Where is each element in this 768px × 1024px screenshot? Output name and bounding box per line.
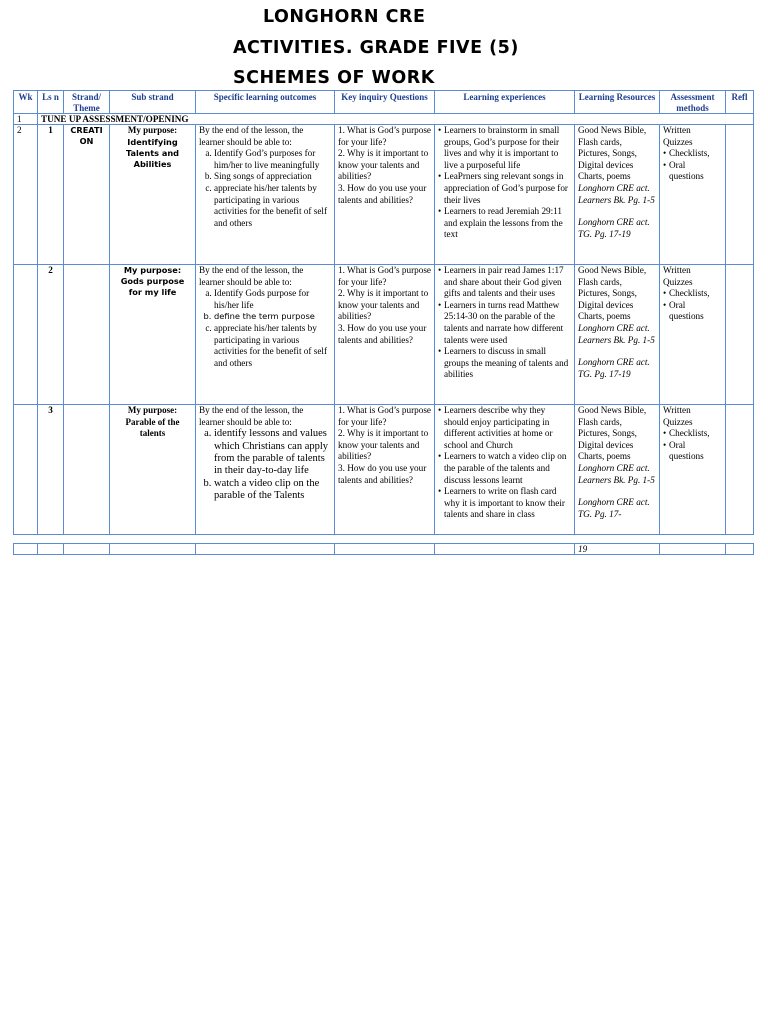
document-subtitle: ACTIVITIES. GRADE FIVE (5) [233, 38, 519, 58]
header-questions: Key inquiry Questions [335, 91, 435, 114]
outcome-item: b. watch a video clip on the parable of the Talents [214, 478, 331, 503]
experience-item: • Learners to read Jeremiah 29:11 and explain the lessons from the text [438, 206, 571, 241]
outcome-item: c. appreciate his/her talents by participating in various activities for the benefit of self and others [214, 323, 331, 369]
row-resources [575, 405, 660, 535]
assessment-item: • Checklists, [663, 428, 722, 440]
row-assessment [660, 405, 726, 535]
question-item: 1. What is God’s purpose for your life? [338, 265, 431, 287]
assessment-item: • Checklists, [663, 288, 722, 300]
row-strand [64, 265, 110, 405]
assessment-item: • Oral questions [663, 300, 722, 323]
question-item: 1. What is God’s purpose for your life? [338, 125, 431, 147]
question-item: 2. Why is it important to know your talents and abilities? [338, 148, 429, 182]
row-questions [335, 125, 435, 265]
overflow-row [14, 544, 754, 555]
outcome-item: c. appreciate his/her talents by participating in various activities for the benefit of self and others [214, 183, 331, 229]
question-item: 1. What is God’s purpose for your life? [338, 405, 431, 427]
experiences-list [438, 125, 571, 241]
outcome-item: a. Identify God’s purposes for him/her to live meaningfully [214, 148, 331, 171]
row-resources [575, 265, 660, 405]
row-lsn: 3 [38, 405, 64, 535]
experience-item: • Learners in turns read Matthew 25:14-30 on the parable of the talents and narrate how different talents were used [438, 300, 571, 346]
experience-item: • Learners to brainstorm in small groups, God’s purpose for their lives and why it is important to live a purposeful life [438, 125, 571, 171]
row-reflection [726, 265, 754, 405]
resources-ref-tg: Longhorn CRE act. TG. Pg. 17-19 [578, 217, 650, 239]
experience-item: • Learners to write on flash card why it is important to know their talents and share in class [438, 486, 571, 521]
row-sub-strand [110, 265, 196, 405]
resources-ref-tg: Longhorn CRE act. TG. Pg. 17- [578, 497, 650, 519]
table-row [14, 125, 754, 265]
question-item: 2. Why is it important to know your talents and abilities? [338, 288, 429, 322]
document-heading: SCHEMES OF WORK [233, 68, 435, 88]
outcomes-intro: By the end of the lesson, the learner should be able to: [199, 405, 304, 427]
question-item: 3. How do you use your talents and abilities? [338, 322, 427, 345]
outcome-item: b. Sing songs of appreciation [214, 171, 331, 183]
row-resources [575, 125, 660, 265]
outcome-item: a. identify lessons and values which Christians can apply from the parable of talents in their day-to-day life [214, 428, 331, 478]
assessment-item: • Checklists, [663, 148, 722, 160]
outcome-item: b. define the term purpose [214, 311, 331, 323]
resources-ref-learners: Longhorn CRE act. Learners Bk. Pg. 1-5 [578, 462, 655, 485]
row-outcomes [196, 265, 335, 405]
row-experiences [435, 125, 575, 265]
row-experiences [435, 405, 575, 535]
table-row [14, 405, 754, 535]
sub-strand-line1: My purpose: [127, 125, 178, 135]
row-wk [14, 265, 38, 405]
sub-strand-line2: Parable of the talents [125, 416, 180, 439]
row-lsn: 2 [38, 265, 64, 405]
resources-text: Good News Bible, Flash cards, Pictures, Songs, Digital devices Charts, poems [578, 405, 647, 462]
resources-ref-learners: Longhorn CRE act. Learners Bk. Pg. 1-5 [578, 322, 655, 345]
outcomes-list [199, 288, 331, 369]
row-wk: 2 [14, 125, 38, 265]
resources-text: Good News Bible, Flash cards, Pictures, Songs, Digital devices Charts, poems [578, 265, 647, 322]
header-resources: Learning Resources [575, 91, 660, 114]
row-outcomes [196, 125, 335, 265]
row-strand [64, 405, 110, 535]
document-title: LONGHORN CRE [263, 7, 426, 27]
question-item: 3. How do you use your talents and abilities? [338, 182, 427, 205]
experience-item: • Learners to watch a video clip on the parable of the talents and discuss lessons learnt [438, 451, 571, 486]
row-assessment [660, 265, 726, 405]
experience-item: • Learners to discuss in small groups the meaning of talents and abilities [438, 346, 571, 381]
resources-text: Good News Bible, Flash cards, Pictures, Songs, Digital devices Charts, poems [578, 125, 647, 182]
row-assessment [660, 125, 726, 265]
question-item: 3. How do you use your talents and abilities? [338, 462, 427, 485]
outcomes-list [199, 148, 331, 229]
outcome-item: a. Identify Gods purpose for his/her life [214, 288, 331, 311]
sub-strand-line1: My purpose: [127, 405, 178, 415]
table-row [14, 265, 754, 405]
experience-item: • Learners in pair read James 1:17 and share about their God given gifts and talents and their uses [438, 265, 571, 300]
experiences-list [438, 265, 571, 381]
row-reflection [726, 125, 754, 265]
experiences-list [438, 405, 571, 521]
row-outcomes [196, 405, 335, 535]
question-item: 2. Why is it important to know your talents and abilities? [338, 428, 429, 462]
opening-text: TUNE UP ASSESSMENT/OPENING [38, 114, 754, 125]
row-sub-strand [110, 125, 196, 265]
row-sub-strand [110, 405, 196, 535]
header-strand: Strand/ Theme [64, 91, 110, 114]
row-wk [14, 405, 38, 535]
header-wk: Wk [14, 91, 38, 114]
outcomes-intro: By the end of the lesson, the learner should be able to: [199, 265, 304, 287]
sub-strand-line2: Identifying Talents and Abilities [125, 136, 180, 169]
schemes-table [13, 90, 754, 535]
assessment-item: • Oral questions [663, 440, 722, 463]
header-outcomes: Specific learning outcomes [196, 91, 335, 114]
header-experiences: Learning experiences [435, 91, 575, 114]
experience-item: • LeaPrners sing relevant songs in appreciation of God’s purpose for their lives [438, 171, 571, 206]
overflow-table [13, 543, 754, 555]
header-assessment: Assessment methods [660, 91, 726, 114]
row-strand: CREATI ON [64, 125, 110, 265]
row-questions [335, 265, 435, 405]
resources-ref-tg: Longhorn CRE act. TG. Pg. 17-19 [578, 357, 650, 379]
header-reflection: Refl [726, 91, 754, 114]
outcomes-list [199, 428, 331, 502]
row-reflection [726, 405, 754, 535]
assessment-intro: Written Quizzes [663, 125, 693, 147]
experience-item: • Learners describe why they should enjoy participating in different activities at home or school and Church [438, 405, 571, 451]
overflow-resources: 19 [575, 544, 660, 555]
assessment-intro: Written Quizzes [663, 405, 693, 427]
opening-row [14, 114, 754, 125]
row-lsn: 1 [38, 125, 64, 265]
assessment-item: • Oral questions [663, 160, 722, 183]
sub-strand-text: My purpose: Gods purpose for my life [120, 265, 185, 297]
outcomes-intro: By the end of the lesson, the learner should be able to: [199, 125, 304, 147]
header-lsn: Ls n [38, 91, 64, 114]
assessment-intro: Written Quizzes [663, 265, 693, 287]
opening-wk: 1 [14, 114, 38, 125]
header-sub-strand: Sub strand [110, 91, 196, 114]
row-experiences [435, 265, 575, 405]
header-row [14, 91, 754, 114]
row-questions [335, 405, 435, 535]
resources-ref-learners: Longhorn CRE act. Learners Bk. Pg. 1-5 [578, 182, 655, 205]
